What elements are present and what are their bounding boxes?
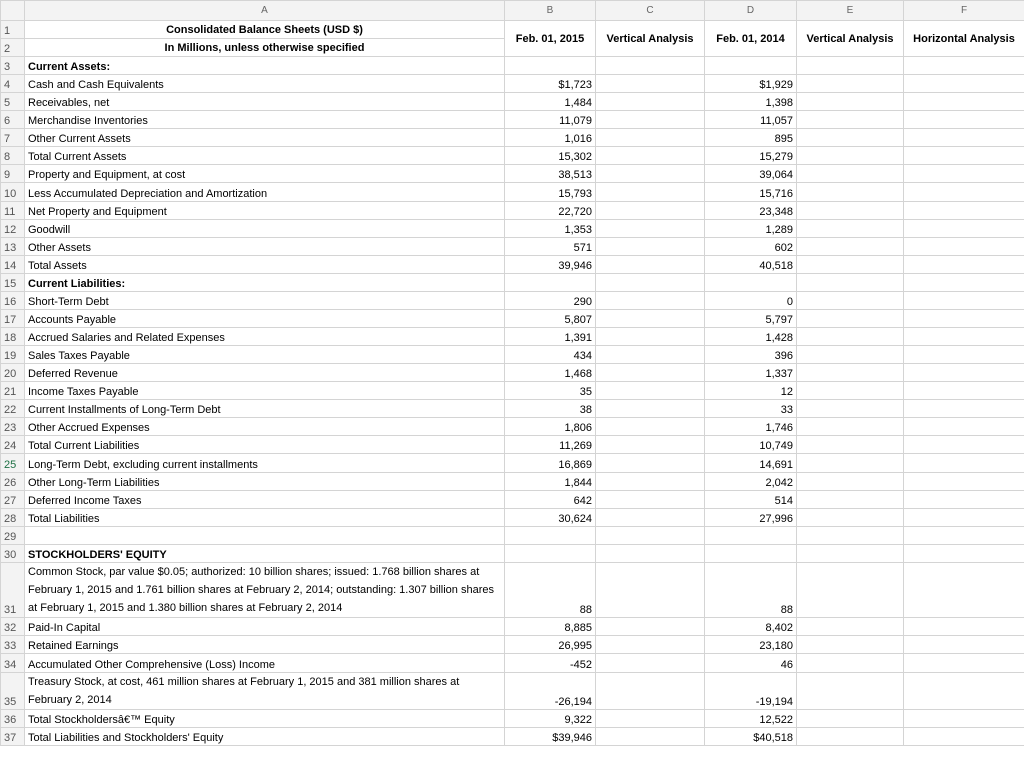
row-number[interactable]: 23 [1,418,25,436]
row-number[interactable]: 12 [1,220,25,238]
cell-feb-2015[interactable]: 30,624 [505,509,596,527]
column-header-row [1,1,1024,21]
cell-feb-2015[interactable]: -452 [505,654,596,673]
cell-feb-2014[interactable]: 33 [705,400,797,418]
cell-header-d[interactable]: Feb. 01, 2014 [705,21,797,57]
cell-vertical-2015[interactable] [596,93,705,111]
cell-title-line1[interactable]: Consolidated Balance Sheets (USD $) [25,21,505,39]
cell-label[interactable]: Short-Term Debt [25,292,505,310]
cell-vertical-2014[interactable] [797,454,904,473]
cell-label[interactable]: Paid-In Capital [25,618,505,636]
cell-vertical-2015[interactable] [596,527,705,545]
column-header-f[interactable]: F [904,1,1024,21]
cell-vertical-2014[interactable] [797,382,904,400]
cell-horizontal[interactable] [904,328,1024,346]
cell-feb-2014[interactable] [705,57,797,75]
cell-vertical-2015[interactable] [596,57,705,75]
cell-label[interactable]: Total Liabilities [25,509,505,527]
row-number[interactable]: 24 [1,436,25,454]
cell-vertical-2015[interactable] [596,220,705,238]
cell-feb-2014[interactable]: 88 [705,563,797,618]
cell-horizontal[interactable] [904,710,1024,728]
cell-horizontal[interactable] [904,618,1024,636]
cell-label[interactable]: Total Current Assets [25,147,505,165]
cell-vertical-2014[interactable] [797,310,904,328]
cell-label[interactable]: Accrued Salaries and Related Expenses [25,328,505,346]
cell-horizontal[interactable] [904,509,1024,527]
cell-vertical-2014[interactable] [797,75,904,93]
cell-feb-2014[interactable]: 2,042 [705,473,797,491]
cell-vertical-2015[interactable] [596,509,705,527]
cell-horizontal[interactable] [904,346,1024,364]
cell-horizontal[interactable] [904,473,1024,491]
cell-label[interactable]: Other Long-Term Liabilities [25,473,505,491]
table-row [1,292,1024,310]
cell-horizontal[interactable] [904,256,1024,274]
table-row [1,618,1024,636]
cell-horizontal[interactable] [904,436,1024,454]
cell-horizontal[interactable] [904,147,1024,165]
cell-feb-2015[interactable]: 15,302 [505,147,596,165]
cell-vertical-2014[interactable] [797,545,904,563]
cell-vertical-2014[interactable] [797,673,904,710]
cell-vertical-2015[interactable] [596,364,705,382]
cell-feb-2014[interactable]: 1,289 [705,220,797,238]
cell-horizontal[interactable] [904,728,1024,746]
row-number[interactable]: 10 [1,183,25,202]
cell-feb-2015[interactable]: 1,844 [505,473,596,491]
table-row [1,147,1024,165]
row-number[interactable]: 4 [1,75,25,93]
cell-feb-2015[interactable]: 11,269 [505,436,596,454]
cell-feb-2014[interactable]: $1,929 [705,75,797,93]
cell-feb-2014[interactable] [705,274,797,292]
cell-vertical-2015[interactable] [596,673,705,710]
column-header-c[interactable]: C [596,1,705,21]
cell-feb-2015[interactable]: 5,807 [505,310,596,328]
cell-feb-2015[interactable]: 1,484 [505,93,596,111]
row-number[interactable]: 3 [1,57,25,75]
row-number[interactable]: 22 [1,400,25,418]
cell-feb-2014[interactable]: 895 [705,129,797,147]
cell-feb-2015[interactable] [505,57,596,75]
cell-feb-2014[interactable]: 23,180 [705,636,797,654]
cell-vertical-2015[interactable] [596,75,705,93]
cell-label[interactable]: Receivables, net [25,93,505,111]
cell-label[interactable]: Long-Term Debt, excluding current installments [25,454,505,473]
cell-vertical-2015[interactable] [596,183,705,202]
cell-label[interactable]: Sales Taxes Payable [25,346,505,364]
cell-feb-2015[interactable]: 8,885 [505,618,596,636]
cell-feb-2015[interactable]: 16,869 [505,454,596,473]
row-number[interactable]: 11 [1,202,25,220]
row-number[interactable]: 16 [1,292,25,310]
cell-feb-2014[interactable]: 5,797 [705,310,797,328]
cell-vertical-2014[interactable] [797,165,904,183]
row-number[interactable]: 37 [1,728,25,746]
table-row [1,728,1024,746]
cell-feb-2015[interactable]: 38,513 [505,165,596,183]
cell-label[interactable]: Other Accrued Expenses [25,418,505,436]
table-row [1,454,1024,473]
cell-feb-2015[interactable] [505,527,596,545]
cell-label[interactable]: Total Assets [25,256,505,274]
cell-vertical-2014[interactable] [797,111,904,129]
table-row [1,57,1024,75]
cell-vertical-2014[interactable] [797,563,904,618]
table-row [1,491,1024,509]
row-number[interactable]: 27 [1,491,25,509]
cell-vertical-2014[interactable] [797,436,904,454]
table-row [1,183,1024,202]
cell-label[interactable]: Accumulated Other Comprehensive (Loss) Income [25,654,505,673]
cell-horizontal[interactable] [904,545,1024,563]
cell-feb-2015[interactable]: 1,016 [505,129,596,147]
cell-label[interactable]: Treasury Stock, at cost, 461 million shares at February 1, 2015 and 381 million shares at February 2, 2014 [25,673,505,710]
cell-feb-2014[interactable]: 396 [705,346,797,364]
cell-vertical-2014[interactable] [797,129,904,147]
table-row [1,202,1024,220]
cell-feb-2015[interactable]: 1,468 [505,364,596,382]
table-row [1,636,1024,654]
cell-feb-2014[interactable]: 14,691 [705,454,797,473]
table-row [1,328,1024,346]
cell-feb-2015[interactable]: 290 [505,292,596,310]
cell-vertical-2015[interactable] [596,418,705,436]
cell-vertical-2015[interactable] [596,274,705,292]
row-number[interactable]: 25 [1,454,25,473]
cell-vertical-2014[interactable] [797,93,904,111]
cell-label[interactable] [25,527,505,545]
cell-feb-2014[interactable]: 40,518 [705,256,797,274]
cell-vertical-2015[interactable] [596,710,705,728]
table-row [1,509,1024,527]
cell-horizontal[interactable] [904,202,1024,220]
cell-horizontal[interactable] [904,220,1024,238]
cell-feb-2015[interactable]: 22,720 [505,202,596,220]
cell-title-line2[interactable]: In Millions, unless otherwise specified [25,39,505,57]
table-row [1,346,1024,364]
cell-feb-2014[interactable]: 12,522 [705,710,797,728]
cell-vertical-2014[interactable] [797,256,904,274]
cell-header-e[interactable]: Vertical Analysis [797,21,904,57]
cell-label[interactable]: Current Assets: [25,57,505,75]
cell-feb-2014[interactable]: 1,746 [705,418,797,436]
row-number[interactable]: 18 [1,328,25,346]
cell-feb-2014[interactable]: 1,428 [705,328,797,346]
cell-feb-2015[interactable]: 1,353 [505,220,596,238]
cell-feb-2014[interactable] [705,527,797,545]
cell-label[interactable]: Accounts Payable [25,310,505,328]
cell-horizontal[interactable] [904,654,1024,673]
table-row [1,400,1024,418]
row-number[interactable]: 29 [1,527,25,545]
cell-vertical-2014[interactable] [797,274,904,292]
table-row [1,545,1024,563]
cell-vertical-2014[interactable] [797,418,904,436]
cell-vertical-2015[interactable] [596,728,705,746]
cell-vertical-2015[interactable] [596,473,705,491]
cell-label[interactable]: Deferred Revenue [25,364,505,382]
cell-vertical-2015[interactable] [596,454,705,473]
cell-horizontal[interactable] [904,310,1024,328]
row-number[interactable]: 15 [1,274,25,292]
cell-feb-2015[interactable]: $1,723 [505,75,596,93]
cell-vertical-2015[interactable] [596,328,705,346]
row-number[interactable]: 26 [1,473,25,491]
cell-horizontal[interactable] [904,93,1024,111]
cell-label[interactable]: Total Stockholdersâ€™ Equity [25,710,505,728]
column-header-a[interactable]: A [25,1,505,21]
cell-feb-2015[interactable]: -26,194 [505,673,596,710]
table-row [1,673,1024,710]
cell-feb-2014[interactable]: 39,064 [705,165,797,183]
cell-vertical-2015[interactable] [596,618,705,636]
sheet-row-1 [1,21,1024,39]
cell-vertical-2015[interactable] [596,636,705,654]
cell-vertical-2014[interactable] [797,183,904,202]
table-row [1,93,1024,111]
cell-label[interactable]: Other Assets [25,238,505,256]
row-number[interactable]: 2 [1,39,25,57]
cell-vertical-2014[interactable] [797,147,904,165]
cell-feb-2014[interactable]: 1,398 [705,93,797,111]
cell-vertical-2014[interactable] [797,491,904,509]
column-header-b[interactable]: B [505,1,596,21]
cell-horizontal[interactable] [904,129,1024,147]
table-row [1,310,1024,328]
table-row [1,418,1024,436]
cell-horizontal[interactable] [904,111,1024,129]
row-number[interactable]: 9 [1,165,25,183]
cell-horizontal[interactable] [904,418,1024,436]
column-header-e[interactable]: E [797,1,904,21]
row-number[interactable]: 31 [1,563,25,618]
cell-label[interactable]: Goodwill [25,220,505,238]
cell-vertical-2014[interactable] [797,57,904,75]
cell-horizontal[interactable] [904,364,1024,382]
cell-feb-2015[interactable]: 9,322 [505,710,596,728]
table-row [1,563,1024,618]
cell-feb-2014[interactable]: 12 [705,382,797,400]
cell-vertical-2014[interactable] [797,202,904,220]
cell-horizontal[interactable] [904,454,1024,473]
cell-feb-2015[interactable]: 1,806 [505,418,596,436]
table-row [1,238,1024,256]
cell-label[interactable]: Property and Equipment, at cost [25,165,505,183]
table-row [1,274,1024,292]
select-all-corner[interactable] [1,1,25,21]
cell-label[interactable]: Current Liabilities: [25,274,505,292]
cell-vertical-2015[interactable] [596,346,705,364]
cell-label[interactable]: Total Liabilities and Stockholders' Equity [25,728,505,746]
cell-header-b[interactable]: Feb. 01, 2015 [505,21,596,57]
row-number[interactable]: 1 [1,21,25,39]
cell-feb-2015[interactable]: $39,946 [505,728,596,746]
cell-vertical-2015[interactable] [596,238,705,256]
cell-feb-2014[interactable]: 602 [705,238,797,256]
cell-feb-2014[interactable]: -19,194 [705,673,797,710]
cell-horizontal[interactable] [904,400,1024,418]
cell-label[interactable]: STOCKHOLDERS' EQUITY [25,545,505,563]
cell-horizontal[interactable] [904,183,1024,202]
row-number[interactable]: 36 [1,710,25,728]
cell-horizontal[interactable] [904,238,1024,256]
cell-feb-2015[interactable]: 1,391 [505,328,596,346]
table-row [1,129,1024,147]
cell-vertical-2014[interactable] [797,636,904,654]
row-number[interactable]: 19 [1,346,25,364]
cell-vertical-2014[interactable] [797,400,904,418]
cell-horizontal[interactable] [904,491,1024,509]
cell-vertical-2014[interactable] [797,728,904,746]
row-number[interactable]: 34 [1,654,25,673]
cell-feb-2015[interactable]: 26,995 [505,636,596,654]
cell-vertical-2015[interactable] [596,111,705,129]
cell-vertical-2014[interactable] [797,220,904,238]
table-row [1,436,1024,454]
table-row [1,75,1024,93]
cell-header-f[interactable]: Horizontal Analysis [904,21,1024,57]
cell-label[interactable]: Cash and Cash Equivalents [25,75,505,93]
cell-label[interactable]: Retained Earnings [25,636,505,654]
cell-label[interactable]: Current Installments of Long-Term Debt [25,400,505,418]
cell-horizontal[interactable] [904,165,1024,183]
cell-feb-2014[interactable]: 11,057 [705,111,797,129]
cell-feb-2015[interactable]: 434 [505,346,596,364]
cell-vertical-2014[interactable] [797,292,904,310]
cell-feb-2015[interactable] [505,274,596,292]
cell-feb-2014[interactable]: 27,996 [705,509,797,527]
cell-vertical-2015[interactable] [596,545,705,563]
cell-feb-2015[interactable]: 35 [505,382,596,400]
cell-feb-2014[interactable]: 1,337 [705,364,797,382]
cell-label[interactable]: Merchandise Inventories [25,111,505,129]
cell-horizontal[interactable] [904,673,1024,710]
row-number[interactable]: 17 [1,310,25,328]
cell-feb-2014[interactable]: $40,518 [705,728,797,746]
cell-feb-2014[interactable]: 15,716 [705,183,797,202]
table-row [1,654,1024,673]
cell-label[interactable]: Total Current Liabilities [25,436,505,454]
cell-vertical-2014[interactable] [797,654,904,673]
table-row [1,111,1024,129]
cell-horizontal[interactable] [904,75,1024,93]
table-row [1,382,1024,400]
cell-label[interactable]: Common Stock, par value $0.05; authorized: 10 billion shares; issued: 1.768 billion shares at February 1, 2015 and 1.761 billion shares at February 2, 2014; outstanding: 1.307 billion shares at February 1, 2015 and 1.380 billion shares at February 2, 2014 [25,563,505,618]
row-number[interactable]: 7 [1,129,25,147]
cell-vertical-2014[interactable] [797,473,904,491]
column-header-d[interactable]: D [705,1,797,21]
table-row [1,710,1024,728]
cell-feb-2014[interactable]: 23,348 [705,202,797,220]
row-number[interactable]: 13 [1,238,25,256]
cell-horizontal[interactable] [904,563,1024,618]
cell-header-c[interactable]: Vertical Analysis [596,21,705,57]
cell-feb-2014[interactable]: 15,279 [705,147,797,165]
cell-feb-2014[interactable] [705,545,797,563]
cell-vertical-2015[interactable] [596,491,705,509]
cell-vertical-2015[interactable] [596,382,705,400]
table-row [1,220,1024,238]
cell-feb-2015[interactable]: 642 [505,491,596,509]
row-number[interactable]: 28 [1,509,25,527]
cell-label[interactable]: Less Accumulated Depreciation and Amortization [25,183,505,202]
cell-feb-2015[interactable]: 88 [505,563,596,618]
row-number[interactable]: 30 [1,545,25,563]
cell-vertical-2014[interactable] [797,238,904,256]
cell-horizontal[interactable] [904,57,1024,75]
cell-horizontal[interactable] [904,274,1024,292]
cell-vertical-2014[interactable] [797,710,904,728]
cell-feb-2015[interactable]: 15,793 [505,183,596,202]
cell-feb-2014[interactable]: 46 [705,654,797,673]
cell-vertical-2014[interactable] [797,346,904,364]
table-row [1,364,1024,382]
row-number[interactable]: 32 [1,618,25,636]
cell-vertical-2015[interactable] [596,436,705,454]
row-number[interactable]: 20 [1,364,25,382]
cell-horizontal[interactable] [904,527,1024,545]
cell-feb-2014[interactable]: 514 [705,491,797,509]
table-row [1,165,1024,183]
cell-feb-2015[interactable] [505,545,596,563]
cell-feb-2015[interactable]: 39,946 [505,256,596,274]
cell-vertical-2014[interactable] [797,618,904,636]
cell-vertical-2014[interactable] [797,527,904,545]
cell-label[interactable]: Income Taxes Payable [25,382,505,400]
cell-horizontal[interactable] [904,292,1024,310]
row-number[interactable]: 14 [1,256,25,274]
cell-vertical-2015[interactable] [596,310,705,328]
cell-feb-2014[interactable]: 0 [705,292,797,310]
cell-horizontal[interactable] [904,636,1024,654]
cell-feb-2015[interactable]: 571 [505,238,596,256]
cell-label[interactable]: Net Property and Equipment [25,202,505,220]
cell-vertical-2015[interactable] [596,129,705,147]
cell-feb-2014[interactable]: 8,402 [705,618,797,636]
row-number[interactable]: 35 [1,673,25,710]
row-number[interactable]: 8 [1,147,25,165]
cell-feb-2015[interactable]: 38 [505,400,596,418]
table-row [1,473,1024,491]
cell-feb-2015[interactable]: 11,079 [505,111,596,129]
table-row [1,527,1024,545]
cell-vertical-2015[interactable] [596,256,705,274]
cell-vertical-2014[interactable] [797,328,904,346]
row-number[interactable]: 21 [1,382,25,400]
row-number[interactable]: 33 [1,636,25,654]
cell-vertical-2014[interactable] [797,509,904,527]
cell-vertical-2015[interactable] [596,202,705,220]
cell-vertical-2015[interactable] [596,292,705,310]
row-number[interactable]: 6 [1,111,25,129]
row-number[interactable]: 5 [1,93,25,111]
table-row [1,256,1024,274]
cell-vertical-2015[interactable] [596,147,705,165]
cell-vertical-2015[interactable] [596,654,705,673]
cell-vertical-2015[interactable] [596,165,705,183]
cell-label[interactable]: Deferred Income Taxes [25,491,505,509]
cell-vertical-2015[interactable] [596,563,705,618]
cell-label[interactable]: Other Current Assets [25,129,505,147]
cell-vertical-2014[interactable] [797,364,904,382]
cell-vertical-2015[interactable] [596,400,705,418]
cell-horizontal[interactable] [904,382,1024,400]
cell-feb-2014[interactable]: 10,749 [705,436,797,454]
